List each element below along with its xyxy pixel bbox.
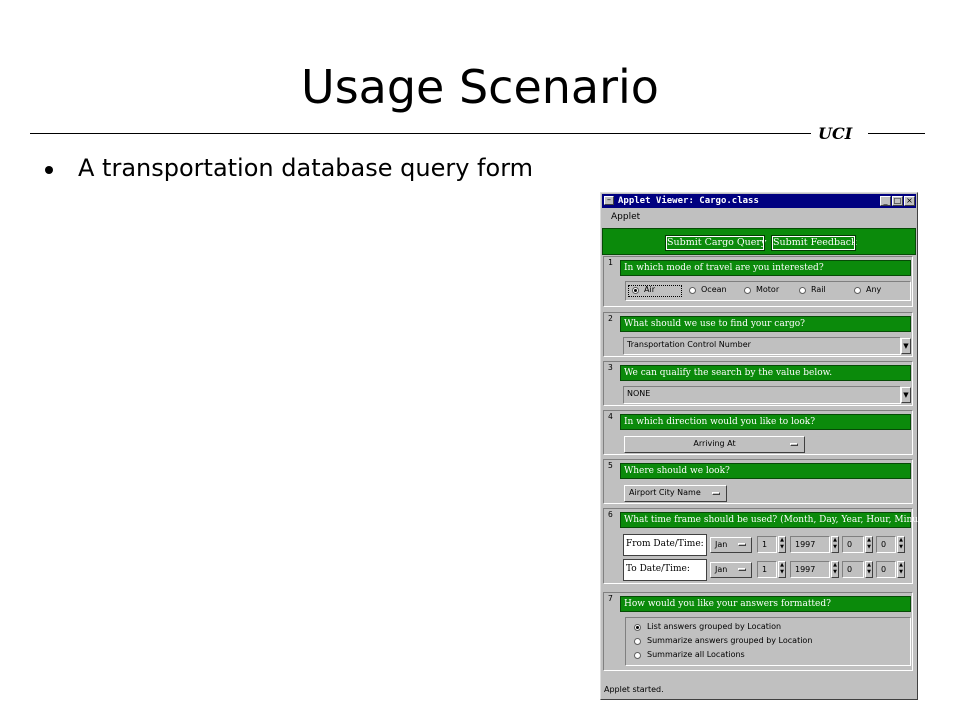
title-rule-left bbox=[30, 133, 811, 134]
radio-label-ocean: Ocean bbox=[701, 285, 727, 294]
spinner-arrows-icon[interactable]: ▲ ▼ bbox=[778, 561, 786, 578]
section-2-panel bbox=[603, 312, 913, 357]
choice-indicator-icon bbox=[738, 543, 746, 546]
section-7-panel bbox=[603, 592, 913, 671]
location-choice-label: Airport City Name bbox=[629, 488, 701, 497]
spinner-arrows-icon[interactable]: ▲ ▼ bbox=[865, 561, 873, 578]
spinner-arrows-icon[interactable]: ▲ ▼ bbox=[897, 561, 905, 578]
affiliation-label: UCI bbox=[818, 124, 853, 143]
close-icon[interactable]: × bbox=[904, 196, 915, 206]
section-4-panel bbox=[603, 410, 913, 455]
section-number: 6 bbox=[608, 510, 613, 519]
section-3-question: We can qualify the search by the value below. bbox=[620, 365, 911, 381]
section-number: 1 bbox=[608, 258, 613, 267]
section-6-panel bbox=[603, 508, 931, 584]
radio-label-motor: Motor bbox=[756, 285, 780, 294]
radio-label-any: Any bbox=[866, 285, 882, 294]
section-6-question: What time frame should be used? (Month, Day, Year, Hour, Minute) bbox=[620, 512, 911, 528]
format-radio-group bbox=[625, 617, 911, 666]
radio-label-list-by-location: List answers grouped by Location bbox=[647, 622, 782, 631]
spinner-arrows-icon[interactable]: ▲ ▼ bbox=[778, 536, 786, 553]
from-year-field[interactable]: 1997 bbox=[790, 536, 830, 553]
to-minute-field[interactable]: 0 bbox=[876, 561, 896, 578]
radio-motor[interactable] bbox=[744, 287, 751, 294]
status-bar: Applet started. bbox=[604, 685, 664, 694]
slide-title: Usage Scenario bbox=[301, 60, 659, 114]
to-year-field[interactable]: 1997 bbox=[790, 561, 830, 578]
section-1-question: In which mode of travel are you interested? bbox=[620, 260, 911, 276]
spinner-arrows-icon[interactable]: ▲ ▼ bbox=[897, 536, 905, 553]
radio-label-rail: Rail bbox=[811, 285, 826, 294]
submit-cargo-query-button[interactable]: Submit Cargo Query bbox=[667, 237, 767, 248]
from-day-field[interactable]: 1 bbox=[757, 536, 777, 553]
to-month-value: Jan bbox=[715, 565, 728, 574]
section-7-question: How would you like your answers formatted? bbox=[620, 596, 911, 612]
chevron-down-icon[interactable]: ▼ bbox=[901, 387, 911, 403]
from-datetime-label: From Date/Time: bbox=[623, 534, 707, 556]
window-title: Applet Viewer: Cargo.class bbox=[618, 196, 759, 206]
section-number: 5 bbox=[608, 461, 613, 470]
direction-choice-label: Arriving At bbox=[693, 439, 736, 448]
spinner-arrows-icon[interactable]: ▲ ▼ bbox=[831, 561, 839, 578]
choice-indicator-icon bbox=[712, 492, 720, 495]
section-5-question: Where should we look? bbox=[620, 463, 911, 479]
to-hour-field[interactable]: 0 bbox=[842, 561, 864, 578]
from-month-value: Jan bbox=[715, 540, 728, 549]
section-number: 4 bbox=[608, 412, 613, 421]
section-2-question: What should we use to find your cargo? bbox=[620, 316, 911, 332]
radio-label-summarize-by-location: Summarize answers grouped by Location bbox=[647, 636, 813, 645]
to-datetime-label: To Date/Time: bbox=[623, 559, 707, 581]
menu-applet[interactable]: Applet bbox=[611, 212, 641, 222]
section-number: 2 bbox=[608, 314, 613, 323]
section-3-panel bbox=[603, 361, 913, 406]
radio-list-by-location[interactable] bbox=[634, 624, 641, 631]
radio-summarize-all[interactable] bbox=[634, 652, 641, 659]
applet-window bbox=[600, 192, 931, 700]
bullet-text: A transportation database query form bbox=[78, 154, 534, 182]
system-menu-icon[interactable]: – bbox=[604, 196, 614, 205]
maximize-icon[interactable]: □ bbox=[893, 196, 902, 205]
chevron-down-icon[interactable]: ▼ bbox=[901, 338, 911, 354]
from-hour-field[interactable]: 0 bbox=[842, 536, 864, 553]
section-5-panel bbox=[603, 459, 913, 504]
radio-summarize-by-location[interactable] bbox=[634, 638, 641, 645]
radio-rail[interactable] bbox=[799, 287, 806, 294]
submit-bar bbox=[602, 228, 916, 255]
section-number: 7 bbox=[608, 594, 613, 603]
radio-label-air: Air bbox=[644, 285, 655, 294]
bullet-dot bbox=[45, 166, 53, 174]
qualifier-select[interactable]: NONE bbox=[623, 386, 901, 404]
section-1-panel bbox=[603, 256, 913, 307]
radio-air[interactable] bbox=[632, 287, 639, 294]
section-4-question: In which direction would you like to look? bbox=[620, 414, 911, 430]
to-day-field[interactable]: 1 bbox=[757, 561, 777, 578]
submit-feedback-button[interactable]: Submit Feedback bbox=[773, 237, 857, 248]
menu-bar bbox=[602, 209, 916, 225]
spinner-arrows-icon[interactable]: ▲ ▼ bbox=[865, 536, 873, 553]
window-titlebar[interactable] bbox=[602, 194, 916, 208]
find-cargo-select[interactable]: Transportation Control Number bbox=[623, 337, 901, 355]
radio-ocean[interactable] bbox=[689, 287, 696, 294]
section-number: 3 bbox=[608, 363, 613, 372]
choice-indicator-icon bbox=[738, 568, 746, 571]
spinner-arrows-icon[interactable]: ▲ ▼ bbox=[831, 536, 839, 553]
minimize-icon[interactable]: _ bbox=[880, 196, 891, 206]
radio-any[interactable] bbox=[854, 287, 861, 294]
title-rule-right bbox=[868, 133, 925, 134]
radio-label-summarize-all: Summarize all Locations bbox=[647, 650, 745, 659]
from-minute-field[interactable]: 0 bbox=[876, 536, 896, 553]
direction-choice[interactable] bbox=[624, 436, 805, 453]
choice-indicator-icon bbox=[790, 443, 798, 446]
mode-radio-group bbox=[625, 281, 911, 301]
